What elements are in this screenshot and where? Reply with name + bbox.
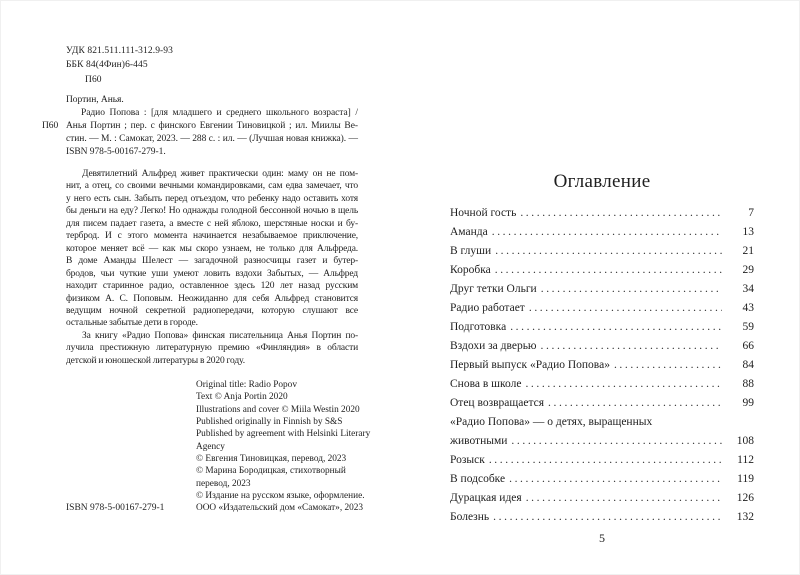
toc-entry-label: Дурацкая идея [450,492,522,504]
toc-entry-label: Коробка [450,264,491,276]
page-number: 5 [599,531,605,545]
copyright-line: Published originally in Finnish by S&S [196,417,343,428]
copyright-line: © Евгения Тиновицкая, перевод, 2023 [196,454,347,465]
toc-entry-page: 126 [736,492,754,504]
copyright-line: перевод, 2023 [196,478,251,489]
toc-entry [450,508,754,527]
toc-leader-dots [511,432,722,451]
toc-entry-label: Подготовка [450,321,507,333]
annotation-line: физиком А. С. Поповым. Неожиданно для себя Альфред становится [66,293,358,304]
toc-leader-dots [548,394,722,413]
annotation-line: Девятилетний Альфред живет практически один: маму он не пом- [82,169,358,179]
toc-entry-label: Отец возвращается [450,397,545,409]
toc-entry-page: 34 [742,283,754,295]
annotation-line: терброд. И с этого момента начинается незабываемое приключение, [66,231,358,242]
annotation-line: За книгу «Радио Попова» финская писательница Анья Портин по- [82,330,358,341]
bbk-line: ББК 84(4Фин)6-445 [66,60,148,71]
toc-entry-label: Ночной гость [450,207,517,219]
toc-entry [450,432,754,451]
toc-entry-page: 99 [742,397,754,409]
toc-entry-page: 112 [737,454,754,466]
copyright-line: © Марина Бородицкая, стихотворный [196,466,346,477]
annotation-line: для писем падает газета, а вместе с ней яблоко, шерстяные носки и бу- [66,218,358,229]
toc-entry [450,413,754,432]
udk-line: УДК 821.511.111-312.9-93 [66,46,174,56]
toc-entry-page: 84 [742,359,754,371]
toc-entry-page: 88 [742,378,754,390]
toc-leader-dots [541,337,722,356]
annotation-line: у него есть сын. Забыть перед отъездом, что ребенку надо оставить хотя [66,193,358,204]
toc-entry-label: «Радио Попова» — о детях, выращенных [450,416,653,428]
toc-entry-label: Вздохи за дверью [450,340,537,352]
biblio-line: Радио Попова : [для младшего и среднего школьного возраста] / [81,108,358,118]
biblio-hanging-code: П60 [42,121,59,131]
copyright-line: Agency [196,441,225,452]
toc-entry [450,451,754,470]
isbn-number: ISBN 978-5-00167-279-1 [66,503,165,513]
toc-leader-dots [614,356,722,375]
classification-block [66,44,358,87]
toc-title: Оглавление [553,171,651,192]
biblio-author: Портин, Анья. [66,95,124,105]
toc-entry-label: Радио работает [450,302,525,314]
bibliographic-record [42,94,358,159]
toc-entry [450,337,754,356]
toc-leader-dots [495,242,722,261]
toc-entry [450,223,754,242]
toc-leader-dots [525,375,722,394]
copyright-line: Original title: Radio Popov [196,380,297,390]
annotation-line: находит старинное радио, оставленное здесь 120 лет назад русским [66,281,358,292]
toc-entry-page: 66 [742,340,754,352]
copyright-block [196,379,371,515]
toc-entry-page: 119 [737,473,754,485]
toc-entry [450,242,754,261]
toc-entry [450,394,754,413]
toc-entry-label: В глуши [450,245,492,257]
toc-leader-dots [492,223,722,242]
toc-leader-dots [489,451,722,470]
toc-leader-dots [509,470,722,489]
toc-entry [450,261,754,280]
toc-entry-page: 21 [742,245,754,257]
toc-leader-dots [529,299,722,318]
toc-entry-page: 13 [742,226,754,238]
toc-entry-page: 43 [742,302,754,314]
toc-leader-dots [495,261,722,280]
biblio-line: ISBN 978-5-00167-279-1. [66,147,166,157]
annotation-line: остальные забытые дети в городе. [66,318,198,329]
biblio-line: Анья Портин ; пер. с финского Евгении Тиновицкой ; ил. Миилы Ве- [66,121,358,131]
toc-entry-page: 108 [736,435,754,447]
annotation-line: детской и юношеской литературы в 2020 году. [66,355,245,366]
toc-leader-dots [520,204,722,223]
biblio-line: стин. — М. : Самокат, 2023. — 288 с. : ил. — (Лучшая новая книжка). — [66,134,358,144]
toc-entry-label: В подсобке [450,473,506,485]
copyright-line: Illustrations and cover © Miila Westin 2020 [196,404,360,415]
toc-entry [450,299,754,318]
annotation-line: В доме Аманды Шелест — загадочной разносчицы газет и бутер- [66,256,358,267]
copyright-line: Published by agreement with Helsinki Literary [196,429,371,440]
annotation-line: которое меняет всё — как мы скоро узнаем, не только для Альфреда. [66,243,358,254]
toc-entry-label: Аманда [450,226,488,238]
toc-entry-page: 29 [742,264,754,276]
author-code: П60 [85,74,102,85]
annotation-text [66,168,358,367]
toc-entry [450,375,754,394]
toc-leader-dots [541,280,722,299]
toc-entry-page: 132 [736,511,754,523]
toc-entry-label: Первый выпуск «Радио Попова» [450,359,610,371]
biblio-lines [66,107,358,159]
toc-entry-label: животными [450,435,508,447]
toc-leader-dots [493,508,722,527]
toc-entry [450,470,754,489]
annotation-line: ведущим ночной секретной радиопередачи, которую слушают все [66,305,358,316]
toc-entry [450,489,754,508]
toc-entry-label: Друг тетки Ольги [450,283,537,295]
annotation-line: нит, а отец, со своими вечными командировками, сам едва замечает, что [66,181,358,192]
copyright-line: © Издание на русском языке, оформление. [196,491,365,502]
toc-leader-dots [526,489,722,508]
toc-entry [450,280,754,299]
copyright-line: Text © Anja Portin 2020 [196,392,288,403]
toc-entry [450,204,754,223]
toc-entry-label: Розыск [450,454,485,466]
annotation-line: бы деньги на еду? Легко! Но однажды голодной бессонной ночью в щель [66,206,358,217]
toc-entry [450,356,754,375]
table-of-contents [450,204,754,527]
toc-entry [450,318,754,337]
toc-entry-label: Снова в школе [450,378,522,390]
annotation-line: лучила престижную литературную премию «Финляндия» в области [66,343,358,354]
copyright-line: ООО «Издательский дом «Самокат», 2023 [196,503,364,514]
annotation-line: бродов, чьи чуткие уши умеют ловить вздохи Забытых, — Альфред [66,268,358,279]
toc-entry-label: Болезнь [450,511,490,523]
toc-leader-dots [510,318,722,337]
toc-entry-page: 7 [748,207,754,219]
toc-entry-page: 59 [742,321,754,333]
